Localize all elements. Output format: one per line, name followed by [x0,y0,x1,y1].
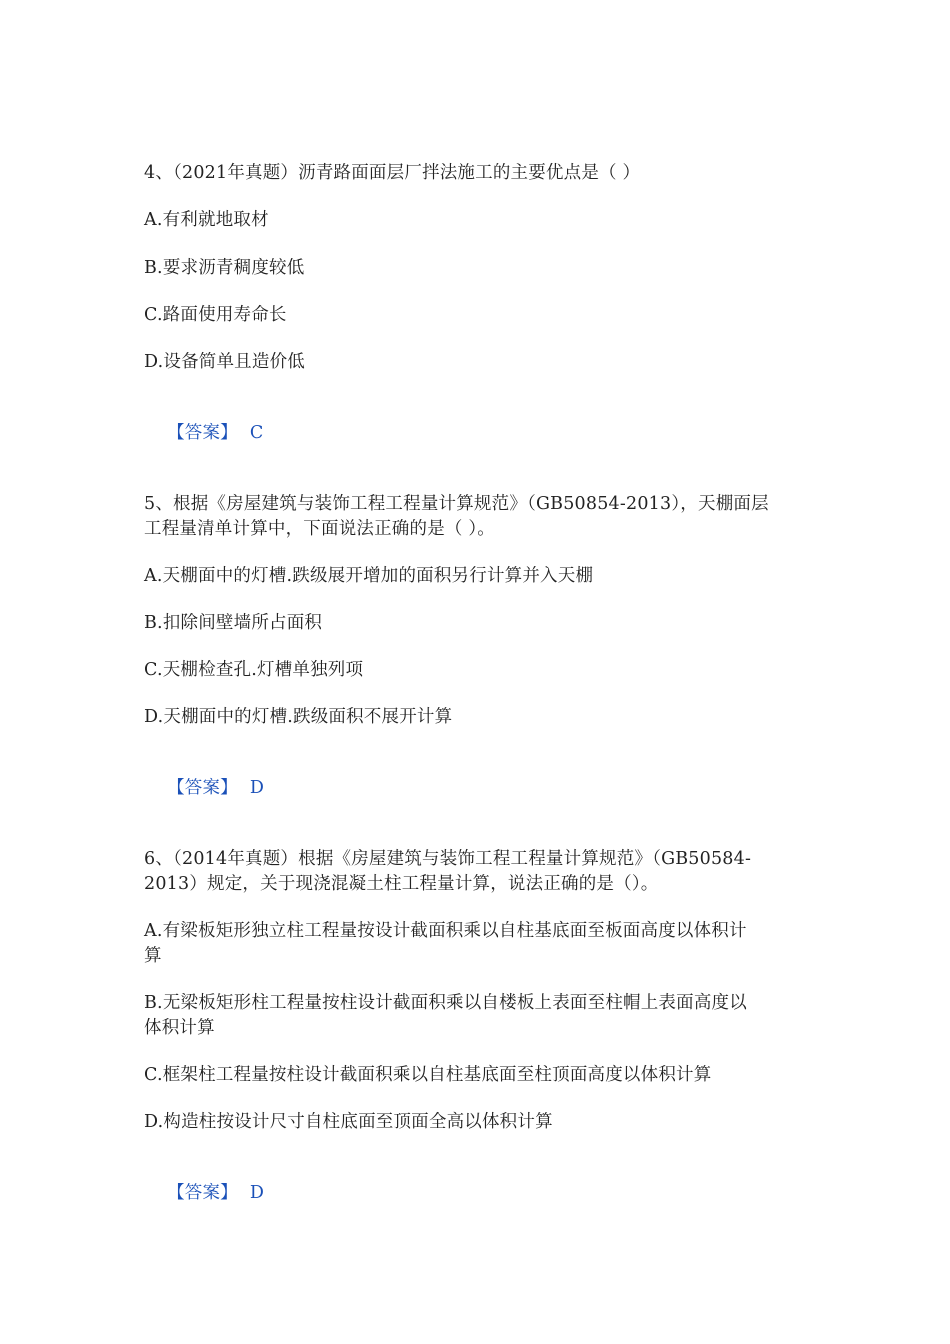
question-6-option-d: D.构造柱按设计尺寸自柱底面至顶面全高以体积计算 [144,1112,553,1132]
answer-label: 【答案】 [167,1183,238,1203]
question-6-option-a-line-1: A.有梁板矩形独立柱工程量按设计截面积乘以自柱基底面至板面高度以体积计 [144,921,747,941]
question-6-stem-line-1: 6、（2014年真题）根据《房屋建筑与装饰工程工程量计算规范》（GB50584- [144,849,752,869]
question-6-answer [144,1157,814,1229]
answer-label: 【答案】 [167,423,238,443]
question-5-stem-line-2: 工程量清单计算中，下面说法正确的是（ ）。 [144,519,496,539]
question-6-stem-line-2: 2013）规定，关于现浇混凝土柱工程量计算，说法正确的是（）。 [144,874,659,894]
question-4-option-a: A.有利就地取材 [144,210,269,230]
question-4-answer [144,397,814,469]
question-6-option-a-line-2: 算 [144,946,162,966]
question-4-option-c: C.路面使用寿命长 [144,305,287,325]
answer-value: D [249,778,265,798]
question-5-answer [144,752,814,824]
question-5-option-d: D.天棚面中的灯槽.跌级面积不展开计算 [144,707,453,727]
question-6-option-b-line-2: 体积计算 [144,1018,215,1038]
answer-value: D [249,1183,265,1203]
question-5-stem-line-1: 5、根据《房屋建筑与装饰工程工程量计算规范》（GB50854-2013），天棚面层 [144,494,769,514]
question-5-option-c: C.天棚检查孔.灯槽单独列项 [144,660,364,680]
question-4-option-d: D.设备简单且造价低 [144,352,305,372]
question-4-option-b: B.要求沥青稠度较低 [144,258,305,278]
answer-label: 【答案】 [167,778,238,798]
question-5-option-b: B.扣除间壁墙所占面积 [144,613,323,633]
question-6-option-b-line-1: B.无梁板矩形柱工程量按柱设计截面积乘以自楼板上表面至柱帽上表面高度以 [144,993,747,1013]
question-5-option-a: A.天棚面中的灯槽.跌级展开增加的面积另行计算并入天棚 [144,566,594,586]
answer-value: C [249,423,264,443]
question-4-stem: 4、（2021年真题）沥青路面面层厂拌法施工的主要优点是（ ） [144,163,641,183]
question-6-option-c: C.框架柱工程量按柱设计截面积乘以自柱基底面至柱顶面高度以体积计算 [144,1065,712,1085]
